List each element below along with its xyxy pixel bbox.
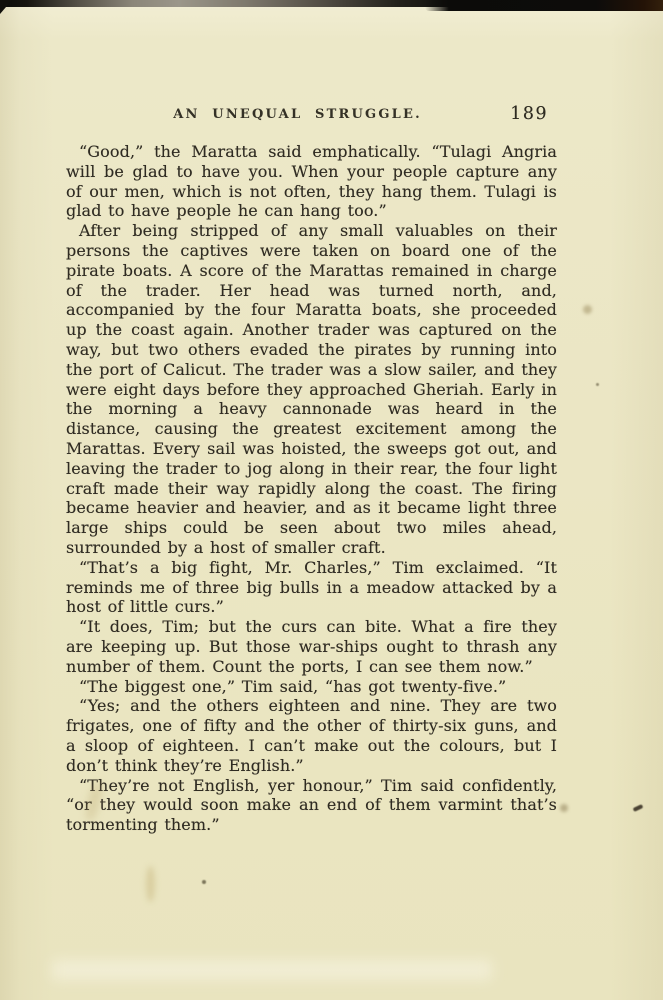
page-number: 189: [510, 104, 548, 124]
paper-speck: [583, 305, 592, 314]
paragraph: “It does, Tim; but the curs can bite. What a fire they are keeping up. But those war-ships ought to thrash any number of them. Count the ports, I can see them now.”: [66, 617, 557, 676]
paragraph: “That’s a big fight, Mr. Charles,” Tim exclaimed. “It reminds me of three big bulls in a meadow attacked by a host of little curs.”: [66, 557, 557, 617]
paper-speck: [596, 383, 599, 386]
scan-dark-edge-top-right: [425, 0, 663, 11]
paper-speck: [202, 880, 206, 884]
text-block: [66, 142, 557, 835]
running-title: AN UNEQUAL STRUGGLE.: [173, 107, 422, 122]
scan-dark-corner-top-left: [0, 0, 12, 14]
paper-speck: [633, 804, 644, 812]
paper-speck: [560, 804, 568, 812]
page-header: [66, 104, 557, 128]
paragraph: “They’re not English, yer honour,” Tim said confidently, “or they would soon make an end of them varmint that’s tormenting them.”: [66, 775, 557, 835]
paper-smudge: [146, 866, 155, 902]
paragraph: “Good,” the Maratta said emphatically. “Tulagi Angria will be glad to have you. When your people capture any of our men, which is not often, they hang them. Tulagi is glad to have people he can hang too.”: [66, 142, 557, 221]
paragraph: “Yes; and the others eighteen and nine. They are two frigates, one of fifty and the other of thirty-six guns, and a sloop of eighteen. I can’t make out the colours, but I don’t think they’re English.”: [66, 696, 557, 775]
paragraph: After being stripped of any small valuables on their persons the captives were taken on board one of the pirate boats. A score of the Marattas remained in charge of the trader. Her head was turned north, and, accompanied by the four Maratta boats, she proceeded up the coast again. Another trader was captured on the way, but two others evaded the pirates by running into the port of Calicut. The trader was a slow sailer, and they were eight days before they approached Gheriah. Early in the morning a heavy cannonade was heard in the distance, causing the greatest excitement among the Marattas. Every sail was hoisted, the sweeps got out, and leaving the trader to jog along in their rear, the four light craft made their way rapidly along the coast. The firing became heavier and heavier, and as it became light three large ships could be seen about two miles ahead, surrounded by a host of smaller craft.: [66, 221, 557, 557]
paragraph: “The biggest one,” Tim said, “has got twenty-five.”: [79, 676, 507, 696]
scan-light-band: [52, 960, 492, 980]
